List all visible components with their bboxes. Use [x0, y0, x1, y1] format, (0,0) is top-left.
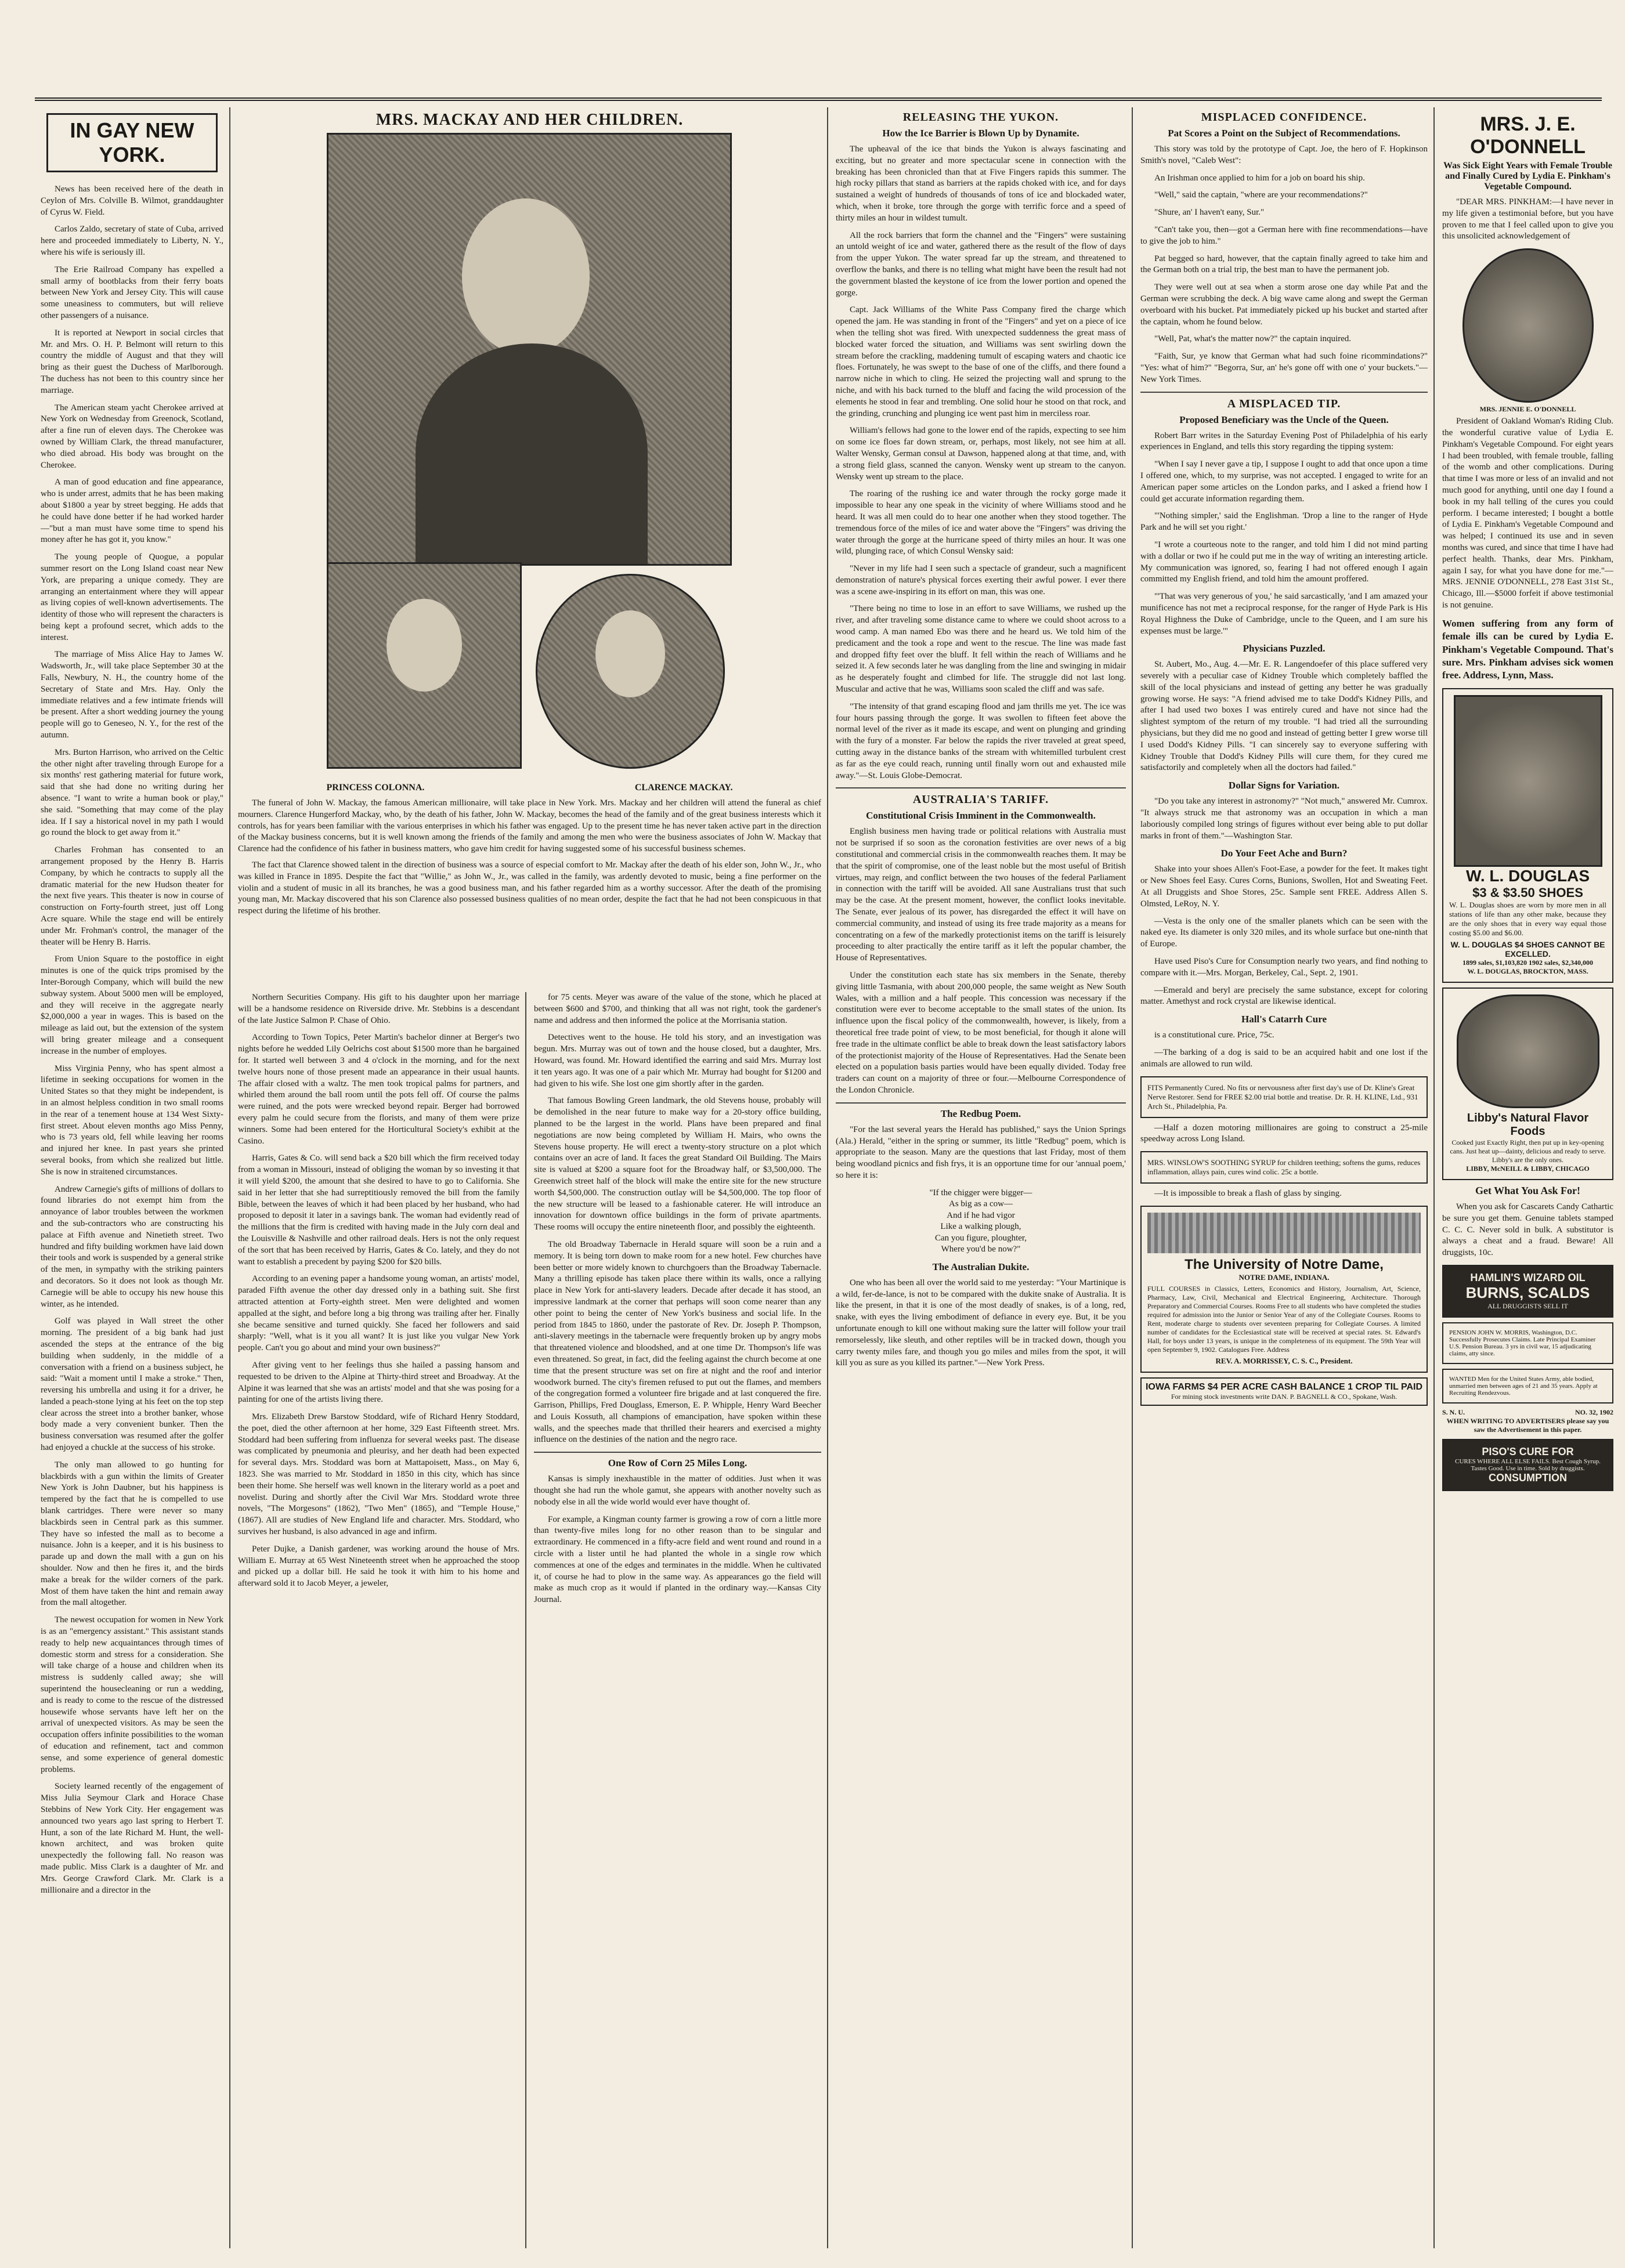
column-rule — [229, 107, 230, 2248]
corn-title: One Row of Corn 25 Miles Long. — [608, 1457, 748, 1469]
news-item: Northern Securities Company. His gift to his daughter upon her marriage will be a handsome residence on Riverside drive. Mr. Stebbins is a descendant of the late Justice Salmon P. Chase of Ohio. — [238, 993, 519, 1025]
poem-line: Like a walking plough, — [940, 1222, 1021, 1232]
corn-article — [534, 1474, 821, 1606]
divider — [836, 787, 1126, 788]
piso-foot: CONSUMPTION — [1489, 1471, 1567, 1484]
caption-clarence-mackay: CLARENCE MACKAY. — [634, 783, 733, 793]
odonnell-bold: Women suffering from any form of female ills can be cured by Lydia E. Pinkham's Vegetable Compound. That's sure. Mrs. Pinkham advises sick women free. Address, Lynn, Mass. — [1442, 617, 1613, 681]
divider — [534, 1452, 821, 1453]
piso-text: CURES WHERE ALL ELSE FAILS. Best Cough Syrup. Tastes Good. Use in time. Sold by druggists. — [1455, 1457, 1601, 1472]
column-4 — [836, 107, 1126, 2248]
tip-paragraph: "When I say I never gave a tip, I suppose I ought to add that once upon a time I offered one, which, to my surprise, was not accepted. I engaged to write for an American paper some articles on the London parks, and I asked a friend how I could get accurate information regarding them. — [1140, 460, 1428, 504]
iowa-farms-head: IOWA FARMS $4 PER ACRE CASH BALANCE 1 CROP TIL PAID — [1145, 1382, 1423, 1392]
yukon-paragraph: The upheaval of the ice that binds the Yukon is always fascinating and exciting, but no greater and more spectacular scene in connection with the breaking has been chronicled than that at Five Fingers rapids this summer. The high rocky pillars that stand as barriers at the rapids choked with ice, and for days sustained a weight of hundreds of thousands of tons of ice and blockaded water, which, when it broke, tore through the gorge with terrific force and a speed of thirty miles an hour in wildest tumult. — [836, 144, 1126, 223]
poem-line: And if he had vigor — [947, 1210, 1015, 1220]
piso-ad — [1442, 1439, 1613, 1491]
flash-text: —It is impossible to break a flash of glass by singing. — [1154, 1189, 1342, 1199]
column-rule — [1433, 107, 1435, 2248]
yukon-article — [836, 144, 1126, 782]
issue-left: S. N. U. — [1442, 1408, 1465, 1416]
column-6-ads — [1442, 107, 1613, 2248]
yukon-paragraph: William's fellows had gone to the lower end of the rapids, expecting to see him on some ice floes far down stream, or, perhaps, most likely, not see him at all. Walter Wensky, German consul at Dawson, happened along at that time, and, with a strong field glass, scanned the canyon. Wensky went up stream to the canyon. Wensky went up stream to the place. — [836, 426, 1126, 482]
douglas-name: W. L. DOUGLAS — [1465, 866, 1590, 885]
poem-line: Where you'd be now?" — [941, 1245, 1021, 1254]
misplaced-article — [1140, 144, 1428, 386]
issue-line — [1442, 1408, 1613, 1417]
wanted-ad: WANTED Men for the United States Army, able bodied, unmarried men between ages of 21 and 35 years. Apply at Recruiting Rendezvous. — [1442, 1369, 1613, 1404]
news-item: The newest occupation for women in New York is as an "emergency assistant." This assistant stands ready to help new acquaintances through times of domestic storm and stress for a consideration. She will take charge of a house and children when its mistress is suddenly called away; she will superintend the housecleaning or run a wedding, and is ready to come to the rescue of the distressed housewife whose servants have left her on the arrival of unexpected visitors. As may be seen the occupation offers infinite possibilities to the woman of education and refinement, tact and common sense, and some experience of general domestic problems. — [41, 1615, 223, 1774]
news-item: After giving vent to her feelings thus she hailed a passing hansom and requested to be driven to the Alpine at Thirty-third street and Broadway. At the Alpine it was learned that she was an artists' model and that she was posing for a painting for one of the artists living there. — [238, 1360, 519, 1405]
libby-ad — [1442, 987, 1613, 1180]
news-item: Peter Dujke, a Danish gardener, was working around the house of Mrs. William E. Murray at 65 West Nineteenth street when he approached the stoop and picked up a dollar bill. He said he took it with him to his home and afterward sold it to Jacob Meyer, a jeweler, — [238, 1544, 519, 1589]
douglas-portrait — [1454, 695, 1602, 867]
motor-text: —Half a dozen motoring millionaires are going to construct a 25-mile speedway across Long Island. — [1140, 1123, 1428, 1144]
photo-captions — [327, 783, 733, 793]
news-item: From Union Square to the postoffice in eight minutes is one of the quick trips promised by the Inter-Borough Company, which will build the new subway system. About 5000 men will be employed, and they will receive in the aggregate nearly $2,000,000 a year in wages. This is based on the mileage as laid out, but the extension of the system will bring greater mileage and a consequent increase in the number of employes. — [41, 954, 223, 1056]
hamlin-sub: ALL DRUGGISTS SELL IT — [1487, 1301, 1568, 1310]
mackay-feature — [238, 107, 821, 978]
libby-title: Libby's Natural Flavor Foods — [1467, 1111, 1589, 1138]
news-item: Mrs. Elizabeth Drew Barstow Stoddard, wife of Richard Henry Stoddard, the poet, died the other afternoon at her home, 329 East Fifteenth street. Mrs. Stoddard had been suffering from influenza for several weeks past. The disease was complicated by pneumonia and pleurisy, and her death had been expected for several days. Mrs. Stoddard was born at Mattapoisett, Mass., on May 6, 1823. She was married to Mr. Stoddard in 1850 in this city, which has since been their home. She herself was well known in the literary world as a poet and novelist. During and shortly after the Civil War Mrs. Stoddard wrote three novels, "The Morgesons" (1862), "Two Men" (1865), and "Temple House," (1867). All are studies of New England life and character. Mrs. Stoddard, who survives her husband, is also advanced in age and infirm. — [238, 1412, 519, 1537]
pension-ad: PENSION JOHN W. MORRIS, Washington, D.C. Successfully Prosecutes Claims. Late Principal Examiner U.S. Pension Bureau. 3 yrs in civil war, 15 adjudicating claims, atty since. — [1442, 1322, 1613, 1364]
feature-paragraph: The fact that Clarence showed talent in the direction of business was a source of especial comfort to Mr. Mackay after the death of his elder son, John W., Jr., who was killed in France in 1895. Despite the fact that "Willie," as John W., Jr., was called in the family, was ardently devoted to music, being a fine performer on the violin and a student of music in all its branches, he was a good business man, and his father regarded him as a worthy successor. After the death of the promising young man, Mr. Mackay discovered that his son Clarence also possessed business qualities of no mean order, despite the fact that he had not been conspicuous in that respect during the lifetime of his brother. — [238, 860, 821, 916]
column-rule — [1132, 107, 1133, 2248]
cascarets-text: When you ask for Cascarets Candy Cathartic be sure you get them. Genuine tablets stamped C. C. C. Never sold in bulk. A substitutor is always a cheat and a fraud. Beware! All druggists, 10c. — [1442, 1202, 1613, 1258]
notre-dame-president: REV. A. MORRISSEY, C. S. C., President. — [1215, 1357, 1353, 1365]
yukon-paragraph: The roaring of the rushing ice and water through the rocky gorge made it impossible to hear any one speak in the vicinity of where Williams stood and he heard. It was all men could do to hear one another when they stood together. The tremendous force of the miles of ice and water above the "Fingers" was driving the water through the gorge at the hurricane speed of thirty miles an hour. It was one wild, plunging race, of which Consul Wensky said: — [836, 489, 1126, 556]
odonnell-title: MRS. J. E. O'DONNELL — [1470, 113, 1586, 158]
misplaced-paragraph: Pat begged so hard, however, that the captain finally agreed to take him and the German both on a trial trip, the best man to have the permanent job. — [1140, 254, 1428, 275]
cascarets-title: Get What You Ask For! — [1475, 1184, 1580, 1196]
tariff-paragraph: English business men having trade or political relations with Australia must not be surprised if so soon as the coronation festivities are over news of a big constitutional and commercial crisis in the commonwealth reaches them. It may be that the spirit of compromise, one of the least noble but the most useful of British virtues, may reign, and conflict between the two houses of the federal Parliament in connection with the tariff will be avoided. All sane Australians trust that such may be the case. At the present moment, however, the conflict looks inevitable. The Senate, ever jealous of its power, has disregarded the effect it will have on commercial community, and instead of using its free trade majority as a means for concentrating on a few of the markedly protectionist items on the tariff is leisurely proceeding to alter practically the entire tariff as it left the popular chamber, the House of Representatives. — [836, 827, 1126, 963]
notre-dame-ad — [1140, 1206, 1428, 1373]
libby-maker: LIBBY, McNEILL & LIBBY, CHICAGO — [1466, 1164, 1590, 1173]
news-item: Golf was played in Wall street the other morning. The president of a big bank had just ascended the steps at the entrance of the big building when suddenly, in the middle of a conversation with a friend on a business subject, he said: "Wait a moment until I make a stroke." Then, reversing his umbrella and using it for a driver, he landed a peach-stone lying at his feet on the top step clear across the street into a brother banker, whose body made a very convenient bunker. Then the business conversation was resumed after the golfer had enjoyed a chuckle at the success of his stroke. — [41, 1316, 223, 1453]
news-item: The Erie Railroad Company has expelled a small army of bootblacks from their ferry boats between New York and Jersey City. This will cause some uneasiness to commuters, but will relieve other passengers of a nuisance. — [41, 265, 223, 320]
misc-item: —Vesta is the only one of the smaller planets which can be seen with the naked eye. Its diameter is only 320 miles, and its whole surface but one-ninth that of Europe. — [1140, 916, 1428, 949]
column-5 — [1140, 107, 1428, 2248]
col3-articles — [534, 992, 821, 1446]
news-item: The American steam yacht Cherokee arrived at New York on Wednesday from Greenock, Scotland, after a fine run of eleven days. The Cherokee was owned by William Clark, the thread manufacturer, who died abroad. His body was brought on the Cherokee. — [41, 403, 223, 470]
douglas-ad — [1442, 688, 1613, 983]
poem-line: "If the chigger were bigger— — [929, 1188, 1032, 1198]
yukon-title: RELEASING THE YUKON. — [902, 111, 1059, 124]
piso-title: PISO'S CURE FOR — [1482, 1445, 1574, 1457]
yukon-paragraph: "There being no time to lose in an effort to save Williams, we rushed up the river, and after traveling some distance came to where we could shoot across to a wood camp. A man named Ebo was there and he heard us. We told him of the predicament and the took a rope and went to the rescue. The line was made fast and dropped fifty feet over the bluff. It fell within the reach of Williams and he seized it. A few seconds later he was dangling from the line and swinging in midair as he desperately fought and climbed for life. The struggle did not last long. Muscular and active that he was, Williams soon scaled the cliff and was safe. — [836, 604, 1126, 694]
caption-princess-colonna: PRINCESS COLONNA. — [326, 783, 425, 793]
news-item: for 75 cents. Meyer was aware of the value of the stone, which he placed at between $600 and $700, and thinking that all was not right, took the gardener's name and address and then informed the police at the Morrisania station. — [534, 993, 821, 1025]
yukon-paragraph: All the rock barriers that form the channel and the "Fingers" were sustaining an untold weight of ice and water, gathered there as the result of the flow of days from the upper Yukon. The water spread far up the stream, and threatened to overflow the banks, and there is no telling what might have been the result had not the government blasted the keystone of ice from the lower portion and opened the gorge. — [836, 230, 1126, 298]
news-item: According to Town Topics, Peter Martin's bachelor dinner at Berger's two nights before he wedded Lily Oelrichs cost about $1500 more than he bargained for. It started well between 3 and 4 o'clock in the morning, and for the next twelve hours none of those present made an appearance in their usual haunts. The affair closed with a waltz. The men took tropical palms for partners, and whirled them around the ball room until the pots fell off. Of course the palms were ruined, and the pots were wrecked beyond repair. Berger had borrowed every palm he could secure from the florists, and many of them were prize winners. Some had been entered for the Horticultural Society's exhibit at the Casino. — [238, 1033, 519, 1146]
colonna-face — [387, 599, 462, 692]
news-item: Charles Frohman has consented to an arrangement proposed by the Henry B. Harris Company, by which he contracts to supply all the dramatic material for the new Hudson theater for the next five years. This theater is now in course of construction on Forty-fourth street, just off Long Acre square. While the stage end will be entirely under Mr. Frohman's control, the manager of the theater will be Henry B. Harris. — [41, 845, 223, 947]
mackay-portrait-group — [327, 133, 733, 783]
yukon-paragraph: "Never in my life had I seen such a spectacle of grandeur, such a magnificent demonstration of nature's physical forces exerting their awful power. I ever there was a scene awe-inspiring in its effort on man, this was one. — [836, 564, 1126, 596]
douglas-shoes: $3 & $3.50 SHOES — [1472, 885, 1583, 900]
dollar-text: "Do you take any interest in astronomy?" "Not much," answered Mr. Cumrox. "It always struck me that astronomy was an occupation in which a man laboriously compiled long strings of figures without ever being able to put dollar marks in front of them."—Washington Star. — [1140, 797, 1428, 841]
misplaced-paragraph: They were well out at sea when a storm arose one day while Pat and the German were scrubbing the deck. A big wave came along and swept the German overboard with his bucket. Pat immediately picked up his bucket and started after the captain, whom he found below. — [1140, 283, 1428, 327]
news-item: According to an evening paper a handsome young woman, an artists' model, paraded Fifth avenue the other day dressed only in a bathing suit. She first attracted attention at Forty-eighth street. Men were delighted and women appalled at the sight, and before long a big throng was trailing after her. Finally she became sensitive and turned quickly. She faced her followers and said sharply: "Well, what is it you all want? It is just like you vulgar New York people. Can't you go about and mind your own business?" — [238, 1274, 519, 1353]
news-item: Society learned recently of the engagement of Miss Julia Seymour Clark and Horace Chase Stebbins of New York City. Her engagement was announced two years ago last spring to Herbert T. Hunt, a son of the late Richard M. Hunt, the well-known architect, and was broken quite unexpectedly the following fall. No reason was made public. Miss Clark is a daughter of Mr. and Mrs. George Crawford Clark. Mr. Clark is a millionaire and a director in the — [41, 1782, 223, 1895]
column-rule — [525, 992, 526, 2248]
tip-title: A MISPLACED TIP. — [1227, 397, 1341, 410]
physicians-title: Physicians Puzzled. — [1243, 643, 1326, 654]
in-gay-new-york-heading: IN GAY NEW YORK. — [46, 113, 218, 172]
clarence-mackay-photo — [536, 574, 725, 769]
news-item: Miss Virginia Penny, who has spent almost a lifetime in seeking occupations for women in the United States so that they might be independent, is in an almost helpless condition in two small rooms in the rear of a tenement house at 134 West Sixty-first street. About eleven months ago Miss Penny, who is 73 years old, fell while leaving her rooms and injured her knee. In past years she printed several books, from which she realized but little. She is now in straitened circumstances. — [41, 1064, 223, 1177]
yukon-paragraph: Capt. Jack Williams of the White Pass Company fired the charge which opened the jam. He was standing in front of the "Fingers" and yet on a piece of ice when the telling shot was fired. With unexpected suddenness the great mass of blocked water forced the situation, and Williams was sent swirling down the stream before the crackling, maddening tumult of escaping waters and chaotic ice floes. Fortunately, he was swept to the base of one of the cliffs, and there found a narrow niche in which to cling. He seized the projecting wall and sprung to the niche, and with his back turned to the bluff and facing the wild procession of the elements he stood in fear and trembling. One solid hour he stood on that rock, and the grinding, crunching and plunging ice went past him in merciless roar. — [836, 305, 1126, 418]
libby-text: Cooked just Exactly Right, then put up in key-opening cans. Just heat up—dainty, delicious and ready to serve. Libby's are the only ones. — [1450, 1138, 1606, 1164]
notre-dame-text: FULL COURSES in Classics, Letters, Economics and History, Journalism, Art, Science, Pharmacy, Law, Civil, Mechanical and Electrical Engineering, Architecture. Thorough Preparatory and Commercial Courses. Rooms Free to all students who have completed the studies required for admission into the Junior or Senior Year of any of the Collegiate Courses. Rooms to Rent, moderate charge to students over seventeen preparing for Collegiate Courses. A limited number of candidates for the Ecclesiastical state will be received at special rates. St. Edward's Hall, for boys under 13 years, is unique in the completeness of its equipment. The 59th Year will open September 9, 1902. Catalogues Free. Address — [1147, 1285, 1421, 1354]
column-3-lower — [534, 992, 821, 2248]
news-item: News has been received here of the death in Ceylon of Mrs. Colville B. Wilmot, granddaughter of Cyrus W. Field. — [41, 185, 223, 217]
divider — [1140, 392, 1428, 393]
portrait-face — [462, 198, 590, 355]
feature-title: MRS. MACKAY AND HER CHILDREN. — [375, 111, 684, 129]
news-item: That famous Bowling Green landmark, the old Stevens house, probably will be demolished in the near future to make way for a 20-story office building, planned to be the largest in the world. Plans have been prepared and final negotiations are now being completed by William H. Mairs, who owns the Stevens house property. He will erect a twenty-story structure on a plot which contains over an acre of land. It faces the great Standard Oil Building. The Mairs site is valued at $200 a square foot for the Broadway half, or $3,500,000. The Greenwich street half of the block will make the entire site for the new structure worth $4,500,000. The construction outlay will be $4,500,000. The top floor of the new structure will be leased to a fashionable caterer. He will introduce an innovation for downtown office buildings in the form of private apartments. These rooms will occupy the entire nineteenth floor, and possibly the eighteenth. — [534, 1096, 821, 1232]
tip-paragraph: "I wrote a courteous note to the ranger, and told him I did not mind parting with a dollar or two if he could put me in the way of writing an interesting article. My communication was ignored, so, fearing I had not offered enough I again committed my English friend, and told him the amount proffered. — [1140, 540, 1428, 584]
misplaced-paragraph: "Shure, an' I haven't eany, Sur." — [1154, 208, 1265, 218]
douglas-sales: 1899 sales, $1,103,820 1902 sales, $2,340,000 — [1463, 958, 1593, 967]
misc-item: —Emerald and beryl are precisely the same substance, except for coloring matter. Amethyst and rock crystal are likewise identical. — [1140, 985, 1428, 1007]
hamlin-title: HAMLIN'S WIZARD OIL — [1470, 1271, 1586, 1283]
tip-subtitle: Proposed Beneficiary was the Uncle of the Queen. — [1179, 414, 1389, 425]
misplaced-paragraph: This story was told by the prototype of Capt. Joe, the hero of F. Hopkinson Smith's novel, "Caleb West": — [1140, 144, 1428, 165]
news-item: The only man allowed to go hunting for blackbirds with a gun within the limits of Greater New York is John Daubner, but his happiness is tempered by the fact that he is compelled to use blank cartridges. There were never so many blackbirds seen in Central park as this summer. They have so infested the mall as to become a nuisance. John is a keeper, and it is his business to parade up and down the mall with a gun on his shoulder. Now and then he fires it, and the birds make a break for the wilder corners of the park. Most of them have taken the hint and remain away from the mall altogether. — [41, 1460, 223, 1608]
misplaced-title: MISPLACED CONFIDENCE. — [1201, 111, 1367, 124]
column-2-lower — [238, 992, 519, 2248]
corn-paragraph: Kansas is simply inexhaustible in the matter of oddities. Just when it was thought she had run the whole gamut, she appears with another novelty such as nobody else in all the wide world would ever have thought of. — [534, 1474, 821, 1507]
column-1 — [41, 107, 223, 2248]
dukite-title: The Australian Dukite. — [932, 1261, 1030, 1272]
mrs-mackay-photo — [327, 133, 732, 566]
portrait-gown — [416, 343, 648, 564]
misplaced-paragraph: An Irishman once applied to him for a job on board his ship. — [1154, 173, 1365, 183]
yukon-paragraph: "The intensity of that grand escaping flood and jam thrills me yet. The ice was four hours passing through the gorge. It was swollen to fifteen feet above the normal level of the river as it made its escape, and went on plunging and grinding with the fury of a monster. Far below the rapids the river traveled at great speed, cutting away in the distance banks of the stream with whitemilled turbulent crest as far as the eye could reach, running until finally worn out and exhausted mile away."—St. Louis Globe-Democrat. — [836, 701, 1126, 780]
halls-title: Hall's Catarrh Cure — [1241, 1014, 1327, 1025]
odonnell-caption: MRS. JENNIE E. O'DONNELL — [1479, 405, 1576, 414]
odonnell-letter: "DEAR MRS. PINKHAM:—I have never in my life given a testimonial before, but you have proven to me that I feel called upon to give you this unsolicited acknowledgement of — [1442, 197, 1613, 241]
tariff-subtitle: Constitutional Crisis Imminent in the Commonwealth. — [866, 810, 1096, 822]
poem-lines — [836, 1188, 1126, 1256]
poem-line: As big as a cow— — [949, 1199, 1013, 1209]
divider — [836, 1102, 1126, 1104]
iowa-farms-ad — [1140, 1377, 1428, 1406]
tip-article — [1140, 431, 1428, 638]
douglas-four: W. L. DOUGLAS $4 SHOES CANNOT BE EXCELLED. — [1450, 939, 1605, 958]
news-item: It is reported at Newport in social circles that Mr. and Mrs. O. H. P. Belmont will return to this country the middle of August and that they will bring as their guest the Duchess of Marlborough. The duchess has not been to this country since her marriage. — [41, 328, 223, 395]
news-item: The young people of Quogue, a popular summer resort on the Long Island coast near New York, are preparing a unique comedy. They are arranging an entertainment where they will appear as living copies of well-known advertisements. The identity of those who will represent the characters is being kept a profound secret, which adds to the interest. — [41, 552, 223, 642]
poem-intro: "For the last several years the Herald has published," says the Union Springs (Ala.) Herald, "either in the spring or summer, its little "Redbug" poem, which is appropriate to the season. Many are the questions that last Friday, most of them being woodland picnics and fish frys, it is an opportune time for our 'annual poem,' so here it is: — [836, 1124, 1126, 1180]
iowa-farms-text: For mining stock investments write DAN. P. BAGNELL & CO., Spokane, Wash. — [1171, 1392, 1398, 1401]
news-item: A man of good education and fine appearance, who is under arrest, admits that he has been making about $1800 a year by street begging. He adds that he could have done better if he had worked harder—"but a man must have some time to spend his money after he has got it, you know." — [41, 478, 223, 545]
misplaced-subtitle: Pat Scores a Point on the Subject of Recommendations. — [1168, 128, 1400, 139]
news-item: Detectives went to the house. He told his story, and an investigation was begun. Mrs. Murray was out of town and the house closed, but a daughter, Mrs. Howard, was found. Mr. Howard identified the earring and said Mrs. Murray lost it ten years ago. It was one of a pair which Mr. Murray had bought for $1200 and had given to his wife. She lost one gim shortly after in the garden. — [534, 1033, 821, 1088]
column-rule — [827, 107, 828, 2248]
hamlin-line: BURNS, SCALDS — [1465, 1283, 1590, 1301]
libby-cartoon — [1457, 994, 1599, 1108]
halls-text: is a constitutional cure. Price, 75c. — [1154, 1030, 1274, 1040]
physicians-text: St. Aubert, Mo., Aug. 4.—Mr. E. R. Langendoefer of this place suffered very severely with a peculiar case of Kidney Trouble which completely baffled the skill of the local physicians and instead of getting any better he was gradually growing worse. He says: "A friend advised me to take Dodd's Kidney Pills, and after I had used two boxes I was entirely cured and have not since had the slightest symptom of the return of my trouble. "I had tried all the surrounding physicians, but they did me no good and instead of getting better I grew worse till I used Dodd's Kidney Pills. "I can sincerely say to everyone suffering with Kidney Trouble that Dodd's Kidney Pills will cure them, for they cured me satisfactorily and completely when all the doctors had failed." — [1140, 660, 1428, 773]
col1-articles — [41, 184, 223, 1896]
clarence-face — [595, 610, 665, 697]
feet-title: Do Your Feet Ache and Burn? — [1220, 848, 1348, 859]
fits-ad: FITS Permanently Cured. No fits or nervousness after first day's use of Dr. Kline's Great Nerve Restorer. Send for FREE $2.00 trial bottle and treatise. Dr. R. H. KLINE, Ltd., 931 Arch St., Philadelphia, Pa. — [1140, 1076, 1428, 1118]
misplaced-paragraph: "Well," said the captain, "where are your recommendations?" — [1154, 190, 1368, 200]
hamlin-ad — [1442, 1265, 1613, 1318]
tip-paragraph: Robert Barr writes in the Saturday Evening Post of Philadelphia of his early experiences in England, and tells this story regarding the tipping system: — [1140, 431, 1428, 452]
advertisers-line: WHEN WRITING TO ADVERTISERS please say you saw the Advertisement in this paper. — [1446, 1416, 1609, 1434]
news-item: Mrs. Burton Harrison, who arrived on the Celtic the other night after traveling through Europe for a six months' rest gathering material for future work, said that she had done no writing during her absence. "I want to write a human book or play," she said. "Something that may come of the play idea. If I say a historical novel in my path I would go round the block to get away from it." — [41, 747, 223, 838]
dog-text: —The barking of a dog is said to be an acquired habit and one lost if the animals are allowed to run wild. — [1140, 1048, 1428, 1069]
odonnell-portrait — [1463, 248, 1594, 403]
feature-body — [238, 798, 821, 917]
news-item: The marriage of Miss Alice Hay to James W. Wadsworth, Jr., will take place September 30 at the Falls, Newbury, N. H., the country home of the Secretary of State and Mrs. Hay. Only the immediate relatives and a few intimate friends will be present. After a short wedding journey the young people will go to Geneseo, N. Y., for the rest of the autumn. — [41, 650, 223, 740]
poem-line: Can you figure, ploughter, — [934, 1233, 1027, 1243]
notre-dame-place: NOTRE DAME, INDIANA. — [1238, 1273, 1330, 1282]
corn-paragraph: For example, a Kingman county farmer is growing a row of corn a little more than twenty-five miles long for no other reason than to be singular and extraordinary. He commenced in a fifty-acre field and went round and round in a circle with a lister until he had planted the whole in a single row which commences at one of the edges and terminates in the middle. When he cultivated it, of course he had to plow in the same way. As appearances go the field will make as much crop as it would if planted in the ordinary way.—Kansas City Journal. — [534, 1514, 821, 1605]
news-item: Harris, Gates & Co. will send back a $20 bill which the firm received today from a woman in Missouri, instead of obliging the woman by so investing it that it will yield $200, the amount that she desired to have to go to California. She said in her letter that she had surreptitiously removed the bill from the family Bible, between the leaves of which it had been placed by her husband, who had proposed to deposit it later in a savings bank. The woman had evidently read of the millions that the firm is credited with having made in the July corn deal and the Louisville & Nashville and other railroad deals. Hers is not the only request of the sort that has been received by Harris, Gates & Co. lately, and they do not want to establish a precedent by paying $200 for $20 bills. — [238, 1153, 519, 1267]
misplaced-paragraph: "Can't take you, then—got a German here with fine recommendations—have to give the job to him." — [1140, 225, 1428, 246]
misplaced-paragraph: "Well, Pat, what's the matter now?" the captain inquired. — [1154, 334, 1352, 344]
odonnell-body: President of Oakland Woman's Riding Club. the wonderful curative value of Lydia E. Pinkham's Vegetable Compound. For eight years I had been troubled, with female trouble, falling of the womb and other complications. During that time I was more or less of an invalid and not much good for anything, until one day I found a book in my hall telling of the cures you could perform. I became interested; I bought a bottle of Lydia E. Pinkham's Vegetable Compound and was helped; I continued its use and in seven months was cured, and since that time I have had perfect health. Thanks, dear Mrs. Pinkham, again I say, for what you have done for me."—MRS. JENNIE O'DONNELL, 278 East 31st St., Chicago, Ill.—$5000 forfeit if above testimonial is not genuine. — [1442, 417, 1613, 610]
news-item: The old Broadway Tabernacle in Herald square will soon be a ruin and a memory. It is being torn down to make room for a new hotel. Few churches have been better or more widely known to churchgoers than the Broadway Tabernacle. Many a thrilling episode has taken place there within its walls, once a rallying place in New York for anti-slavery leaders. Decade after decade it has stood, an impressive landmark at the corner that perhaps will soon come nearer than any other point to being the center of New York's business and social life. In the period from 1845 to 1860, under the pastorate of Rev. Dr. Joseph P. Thompson, anti-slavery meetings in the tabernacle were frequently broken up by angry mobs that threatened violence and bloodshed, and at one time Dr. Thompson's life was even threatened. So great, in fact, did the feeling against the church become at one time that the present structure was set on fire at night and the roof and interior woodwork burned. The city's firemen refused to put out the flames, and members of the congregation formed a volunteer fire brigade and at last conquered the fire. Garrison, Phillips, Fred Douglass, Emerson, E. P. Whipple, Henry Ward Beecher and Louis Kossuth, all champions of emancipation, have spoken within these walls, and the speeches made that thrilled their hearers and exercised a mighty influence on the destinies of the nation and the negro race. — [534, 1239, 821, 1445]
col2-articles — [238, 992, 519, 1590]
tariff-paragraph: Under the constitution each state has six members in the Senate, thereby giving little Tasmania, with about 200,000 people, the same weight as New South Wales, with a million and a half people. This concession was necessary if the constitution were ever to become acceptable to the small states of the union. Its influence upon the fiscal policy of the commonwealth, however, is likely, from a theoretical free trade point of view, to be most beneficial, for though it alone will free trade in the ultimate conflict be able to break down the least satisfactory labors of the protectionist majority of the House of Representatives. Had the Senate been elected on a population basis parties would have been equally divided. Today free traders can count on a majority of three or four.—Melbourne Correspondence of the London Chronicle. — [836, 971, 1126, 1095]
tariff-article — [836, 826, 1126, 1096]
tip-paragraph: "'That was very generous of you,' he said sarcastically, 'and I am amazed your munificence has not met a reciprocal response, for the ranger of Hyde Park is His Royal Highness the Duke of Cambridge, uncle to the Queen, and I am sure his expenses must be large.'" — [1140, 592, 1428, 636]
yukon-subtitle: How the Ice Barrier is Blown Up by Dynamite. — [882, 128, 1079, 139]
feet-text: Shake into your shoes Allen's Foot-Ease, a powder for the feet. It makes tight or New Shoes feel Easy. Cures Corns, Bunions, Swollen, Hot and Sweating Feet. At all Druggists and Shoe Stores, 25c. Sample sent FREE. Address Allen S. Olmsted, LeRoy, N. Y. — [1140, 864, 1428, 909]
issue-right: NO. 32, 1902 — [1575, 1408, 1613, 1416]
misplaced-paragraph: "Faith, Sur, ye know that German what had such foine ricommindations?" "Yes: what of him?" "Begorra, Sur, an' he's gone off with one o' your buckets."—New York Times. — [1140, 352, 1428, 384]
douglas-text: W. L. Douglas shoes are worn by more men in all stations of life than any other make, because they are the only shoes that in every way equal those costing $5.00 and $6.00. — [1449, 900, 1606, 937]
misc-items — [1140, 916, 1428, 1008]
news-item: Andrew Carnegie's gifts of millions of dollars to found libraries do not exempt him from the annoyance of labor troubles between the workmen and the sub-contractors who are constructing his palace at Fifth avenue and Ninetieth street. Two hundred and fifty building workmen have laid down their tools and work is suspended by a general strike of the men, in sympathy with the striking painters and decorators. So it does not look as though Mr. Carnegie will be able to occupy his new house this winter, as he intended. — [41, 1184, 223, 1309]
princess-colonna-photo — [327, 562, 522, 769]
dukite-text: One who has been all over the world said to me yesterday: "Your Martinique is a wild, fer-de-lance, is not to be compared with the dukite snake of Australia. It is like the present, in that it is one of the most deadly of snakes, is of a long, red, snake, with eyes the living embodiment of defiance in every eye. But, it be you unfortunate enough to kill one without making sure the latter will follow your trail remorselessly, like sleuth, and other reptiles will be in tracked down, though you carry twenty miles fare, and though you go miles and miles from the spot, it will kill you as sure as you killed its partner."—New York Press. — [836, 1278, 1126, 1368]
campus-engraving — [1147, 1213, 1421, 1253]
news-item: Carlos Zaldo, secretary of state of Cuba, arrived here and proceeded immediately to Liberty, N. Y., where his wife is seriously ill. — [41, 225, 223, 257]
tip-paragraph: "'Nothing simpler,' said the Englishman. 'Drop a line to the ranger of Hyde Park and he will set you right.' — [1140, 511, 1428, 533]
poem-title: The Redbug Poem. — [940, 1108, 1021, 1119]
winslow-ad: MRS. WINSLOW'S SOOTHING SYRUP for children teething; softens the gums, reduces inflammation, allays pain, cures wind colic. 25c a bottle. — [1140, 1151, 1428, 1184]
misc-item: Have used Piso's Cure for Consumption nearly two years, and find nothing to compare with it.—Mrs. Morgan, Berkeley, Cal., Sept. 2, 1901. — [1140, 957, 1428, 978]
odonnell-subtitle: Was Sick Eight Years with Female Trouble and Finally Cured by Lydia E. Pinkham's Vegetable Compound. — [1443, 161, 1612, 191]
douglas-footer: W. L. DOUGLAS, BROCKTON, MASS. — [1467, 967, 1588, 975]
tariff-title: AUSTRALIA'S TARIFF. — [912, 793, 1049, 806]
notre-dame-title: The University of Notre Dame, — [1185, 1257, 1384, 1272]
masthead-rule — [35, 97, 1602, 101]
feature-paragraph: The funeral of John W. Mackay, the famous American millionaire, will take place in New York. Mrs. Mackay and her children will attend the funeral as chief mourners. Clarence Hungerford Mackay, who, by the death of his father, John W. Mackay, becomes the head of the family and of the great business interests which it controls, has for years been familiar with the various enterprises in which his father was engaged. Up to the present time he has never taken active part in the direction of the Mackay business concerns, but it is well known among the friends of the family and among the men who were the business associates of John W. Mackay that Clarence had the confidence of his father in business matters, who gave him credit for having suggested some of his successful business schemes. — [238, 798, 821, 854]
dollar-title: Dollar Signs for Variation. — [1228, 780, 1340, 791]
